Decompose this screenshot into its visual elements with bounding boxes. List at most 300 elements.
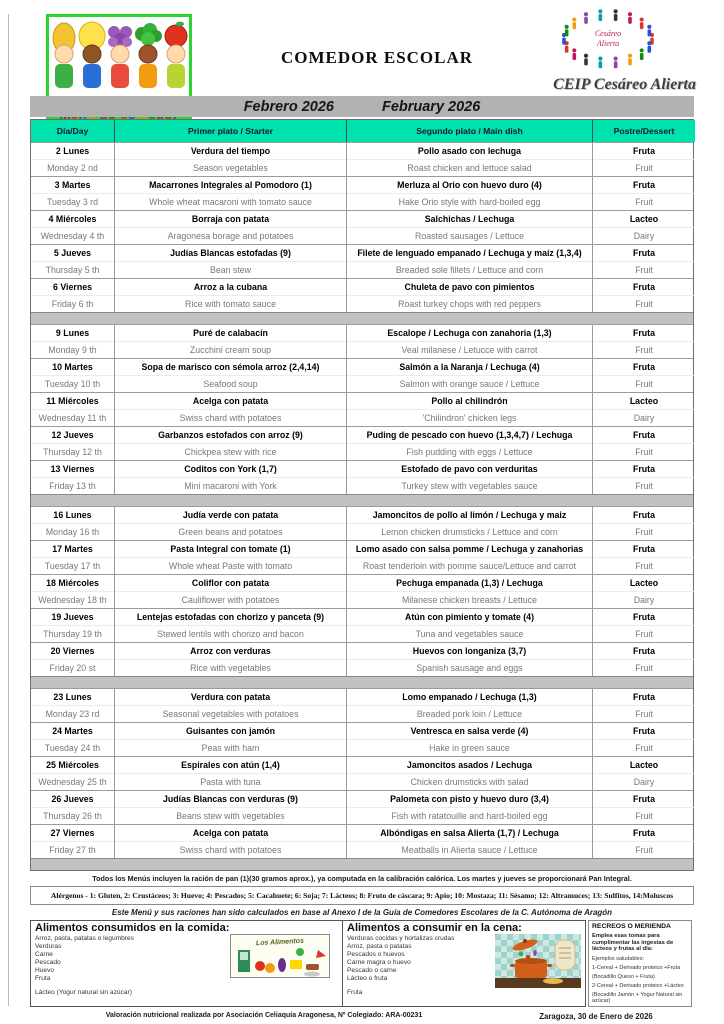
- logo-person-icon: [599, 61, 603, 68]
- table-row: [31, 176, 693, 210]
- dish-es: Fruta: [593, 245, 695, 262]
- dessert-cell: [592, 279, 695, 312]
- dish-es: Fruta: [593, 507, 695, 524]
- dish-en: Whole wheat macaroni with tomato sauce: [149, 197, 312, 207]
- dish-en: Swiss chard with potatoes: [179, 413, 282, 423]
- snack-line: (Bocadillo Queso + Fruta): [592, 973, 655, 980]
- dish-en: Fruit: [635, 561, 653, 571]
- column-header-3: Postre/Dessert: [592, 120, 695, 142]
- allergens-note: Alérgenos - 1: Gluten, 2: Crustáceos; 3: Huevo; 4: Pescados; 5: Cacahuete; 6: Soja; 7: Lácteos; 8: Fruto de cáscara; 9: Apio; 10: Mostaza; 11: Sésamo; 12: Altramuces; 13: Sulfitos, 14:Moluscos: [30, 886, 694, 905]
- dish-en: Salmon with orange sauce / Lettuce: [399, 379, 540, 389]
- list-item: Verduras: [35, 943, 62, 950]
- dish-en: Fruit: [635, 197, 653, 207]
- table-row: [31, 142, 693, 176]
- dish-en: Roast turkey chops with red peppers: [398, 299, 541, 309]
- dish-es: Verdura con patata: [115, 689, 346, 706]
- logo-person-icon: [584, 17, 588, 24]
- starter-cell: [114, 359, 346, 392]
- column-header-0: Día/Day: [31, 120, 114, 142]
- dish-es: Fruta: [593, 643, 695, 660]
- dish-es: 2 Lunes: [31, 143, 114, 160]
- dish-es: 16 Lunes: [31, 507, 114, 524]
- day-cell: [31, 177, 114, 210]
- dish-es: 25 Miércoles: [31, 757, 114, 774]
- table-row: [31, 278, 693, 312]
- snack-title: RECREOS O MERIENDA: [592, 923, 671, 930]
- dish-es: Fruta: [593, 461, 695, 478]
- dessert-cell: [592, 723, 695, 756]
- dish-en: Fruit: [635, 811, 653, 821]
- dish-en: Roast chicken and lettuce salad: [407, 163, 532, 173]
- dish-es: Macarrones Integrales al Pomodoro (1): [115, 177, 346, 194]
- dish-es: Fruta: [593, 723, 695, 740]
- table-row: [31, 460, 693, 494]
- dish-es: Guisantes con jamón: [115, 723, 346, 740]
- dessert-cell: [592, 461, 695, 494]
- dish-es: Chuleta de pavo con pimientos: [347, 279, 592, 296]
- main-dish-cell: [346, 279, 592, 312]
- table-row: [31, 210, 693, 244]
- dish-es: Lacteo: [593, 757, 695, 774]
- dish-en: Fruit: [635, 743, 653, 753]
- dish-es: 12 Jueves: [31, 427, 114, 444]
- dish-es: 23 Lunes: [31, 689, 114, 706]
- cooking-pot-icon: [495, 934, 581, 988]
- school-logo-icon: [552, 8, 664, 74]
- starter-cell: [114, 245, 346, 278]
- table-row: [31, 790, 693, 824]
- starter-cell: [114, 723, 346, 756]
- column-header-1: Primer plato / Starter: [114, 120, 346, 142]
- dish-es: 9 Lunes: [31, 325, 114, 342]
- main-dish-cell: [346, 359, 592, 392]
- dish-es: Fruta: [593, 541, 695, 558]
- dish-en: Tuesday 10 th: [44, 379, 101, 389]
- dish-en: Mini macaroni with York: [184, 481, 277, 491]
- dessert-cell: [592, 245, 695, 278]
- logo-person-icon: [565, 46, 569, 53]
- dish-en: Thursday 26 th: [43, 811, 102, 821]
- starter-cell: [114, 461, 346, 494]
- meals-box: [30, 920, 586, 1007]
- snack-lines: [592, 956, 688, 1004]
- dinner-pane: [343, 921, 585, 1006]
- week-separator: [31, 676, 693, 688]
- lunch-extra-item: Lácteo (Yogur natural sin azúcar): [35, 989, 132, 996]
- day-cell: [31, 245, 114, 278]
- dish-es: Estofado de pavo con verduritas: [347, 461, 592, 478]
- snack-line: Ejemplos saludables:: [592, 955, 644, 962]
- dish-en: Thursday 19 th: [43, 629, 102, 639]
- dessert-cell: [592, 177, 695, 210]
- logo-person-icon: [647, 25, 651, 29]
- dish-es: Pechuga empanada (1,3) / Lechuga: [347, 575, 592, 592]
- dish-en: Hake Orio style with hard-boiled egg: [398, 197, 541, 207]
- dish-en: Monday 2 nd: [47, 163, 98, 173]
- dish-es: 18 Miércoles: [31, 575, 114, 592]
- dish-en: Aragonesa borage and potatoes: [167, 231, 294, 241]
- dish-en: Whole wheat Paste with tomato: [168, 561, 293, 571]
- school-logo-text-2: Alierta: [596, 39, 620, 48]
- bread-note: Todos los Menús incluyen la ración de pan (1)(30 gramos aprox.), ya computada en la calibración calórica. Los martes y jueves se proporcionará Pan Integral.: [92, 874, 632, 883]
- menu-weeks: [31, 142, 693, 870]
- dish-en: Fruit: [635, 527, 653, 537]
- main-dish-cell: [346, 723, 592, 756]
- dessert-cell: [592, 791, 695, 824]
- snack-line: 1-Cereal + Derivado proteico +Fruta: [592, 964, 681, 971]
- dish-en: Fruit: [635, 447, 653, 457]
- day-cell: [31, 643, 114, 676]
- dish-en: Green beans and potatoes: [178, 527, 283, 537]
- list-item: Carne magra o huevo: [347, 959, 411, 966]
- dessert-cell: [592, 609, 695, 642]
- main-dish-cell: [346, 507, 592, 540]
- logo-person-icon: [640, 22, 644, 29]
- dish-es: 26 Jueves: [31, 791, 114, 808]
- dish-es: Fruta: [593, 177, 695, 194]
- dish-en: Tuesday 3 rd: [46, 197, 99, 207]
- content-area: [30, 96, 694, 1021]
- day-cell: [31, 689, 114, 722]
- starter-cell: [114, 791, 346, 824]
- starter-cell: [114, 825, 346, 858]
- school-logo-text-1: Cesáreo: [594, 29, 622, 38]
- list-item: Carne: [35, 951, 53, 958]
- dish-es: Judías Blancas estofadas (9): [115, 245, 346, 262]
- dish-en: Dairy: [633, 595, 655, 605]
- dinner-extra-item: Fruta: [347, 989, 363, 996]
- place-date: Zaragoza, 30 de Enero de 2026: [539, 1011, 653, 1021]
- dessert-cell: [592, 393, 695, 426]
- dish-es: Salchichas / Lechuga: [347, 211, 592, 228]
- dish-es: Fruta: [593, 143, 695, 160]
- lunch-title: Alimentos consumidos en la comida:: [35, 922, 230, 934]
- dish-en: Seafood soup: [203, 379, 258, 389]
- dish-es: Arroz con verduras: [115, 643, 346, 660]
- dish-es: 6 Viernes: [31, 279, 114, 296]
- logo-person-icon: [628, 54, 632, 58]
- dish-es: 4 Miércoles: [31, 211, 114, 228]
- week-separator: [31, 312, 693, 324]
- bottom-row: [30, 920, 694, 1007]
- dish-es: 10 Martes: [31, 359, 114, 376]
- starter-cell: [114, 643, 346, 676]
- dish-es: Lacteo: [593, 575, 695, 592]
- main-dish-cell: [346, 177, 592, 210]
- dish-en: Friday 6 th: [51, 299, 94, 309]
- logo-person-icon: [648, 46, 652, 53]
- list-item: Pescados o huevos: [347, 951, 405, 958]
- page-title: COMEDOR ESCOLAR: [280, 48, 474, 67]
- table-row: [31, 642, 693, 676]
- logo-person-icon: [598, 9, 602, 13]
- dish-es: Fruta: [593, 609, 695, 626]
- dish-es: Espirales con atún (1,4): [115, 757, 346, 774]
- school-name: CEIP Cesáreo Alierta: [553, 76, 696, 93]
- dish-es: Pasta Integral con tomate (1): [115, 541, 346, 558]
- dish-en: Bean stew: [209, 265, 252, 275]
- starter-cell: [114, 177, 346, 210]
- starter-cell: [114, 393, 346, 426]
- list-item: Lácteo o fruta: [347, 975, 388, 982]
- dish-en: Monday 9 th: [48, 345, 97, 355]
- dish-en: Turkey stew with vegetables sauce: [401, 481, 538, 491]
- dish-es: Palometa con pisto y huevo duro (3,4): [347, 791, 592, 808]
- dessert-cell: [592, 643, 695, 676]
- day-cell: [31, 143, 114, 176]
- dish-en: Dairy: [633, 777, 655, 787]
- foods-collage-label: Los Alimentos: [255, 937, 305, 948]
- dish-en: Peas with ham: [201, 743, 260, 753]
- dish-en: Chicken drumsticks with salad: [410, 777, 529, 787]
- dish-en: Tuesday 24 th: [44, 743, 101, 753]
- week-separator: [31, 494, 693, 506]
- starter-cell: [114, 507, 346, 540]
- logo-person-icon: [572, 48, 576, 52]
- dish-en: Veal milanese / Letucce with carrot: [401, 345, 538, 355]
- dish-en: Breaded pork loin / Lettuce: [416, 709, 523, 719]
- dish-es: Acelga con patata: [115, 825, 346, 842]
- dish-es: Garbanzos estofados con arroz (9): [115, 427, 346, 444]
- logo-person-icon: [614, 57, 618, 61]
- dish-es: Puding de pescado con huevo (1,3,4,7) / Lechuga: [347, 427, 592, 444]
- day-cell: [31, 507, 114, 540]
- dish-es: Borraja con patata: [115, 211, 346, 228]
- starter-cell: [114, 609, 346, 642]
- main-dish-cell: [346, 643, 592, 676]
- table-row: [31, 506, 693, 540]
- logo-person-icon: [614, 14, 618, 21]
- dish-en: Hake in green sauce: [429, 743, 510, 753]
- month-header: [30, 96, 694, 117]
- dish-es: 13 Viernes: [31, 461, 114, 478]
- dinner-title: Alimentos a consumir en la cena:: [347, 922, 522, 934]
- logo-person-icon: [598, 57, 602, 61]
- dish-en: Fruit: [635, 299, 653, 309]
- snack-intro: Emplea esas tomas para cumplimentar las ingestas de lácteos y frutas al día:: [592, 933, 674, 953]
- list-item: Pescado: [35, 959, 61, 966]
- starter-cell: [114, 427, 346, 460]
- dessert-cell: [592, 359, 695, 392]
- main-dish-cell: [346, 541, 592, 574]
- dish-en: Wednesday 4 th: [40, 231, 105, 241]
- logo-person-icon: [565, 29, 569, 36]
- dish-en: Pasta with tuna: [200, 777, 261, 787]
- dish-es: Pollo al chilindrón: [347, 393, 592, 410]
- dish-es: Coditos con York (1,7): [115, 461, 346, 478]
- day-cell: [31, 427, 114, 460]
- dish-es: Fruta: [593, 279, 695, 296]
- dish-en: Wednesday 18 th: [38, 595, 107, 605]
- day-cell: [31, 325, 114, 358]
- table-row: [31, 574, 693, 608]
- dish-en: Thursday 12 th: [43, 447, 102, 457]
- main-dish-cell: [346, 575, 592, 608]
- dish-es: Atún con pimiento y tomate (4): [347, 609, 592, 626]
- dish-en: Thursday 5 th: [45, 265, 100, 275]
- dish-en: Dairy: [633, 231, 655, 241]
- list-item: Huevo: [35, 967, 55, 974]
- dessert-cell: [592, 211, 695, 244]
- dish-en: Monday 23 rd: [45, 709, 100, 719]
- dish-en: Chickpea stew with rice: [184, 447, 277, 457]
- main-dish-cell: [346, 825, 592, 858]
- dessert-cell: [592, 325, 695, 358]
- dish-en: Roasted sausages / Lettuce: [414, 231, 525, 241]
- nutrition-note: Valoración nutricional realizada por Asociación Celiaquía Aragonesa, Nº Colegiado: ARA-00231: [105, 1011, 423, 1019]
- dish-en: Wednesday 25 th: [38, 777, 107, 787]
- dish-es: 27 Viernes: [31, 825, 114, 842]
- dish-en: Friday 20 st: [49, 663, 96, 673]
- main-dish-cell: [346, 143, 592, 176]
- starter-cell: [114, 143, 346, 176]
- dish-es: 19 Jueves: [31, 609, 114, 626]
- dish-en: Season vegetables: [193, 163, 268, 173]
- dish-en: Swiss chard with potatoes: [179, 845, 282, 855]
- dish-en: Beans stew with vegetables: [176, 811, 285, 821]
- lunch-pane: [31, 921, 343, 1006]
- dish-es: Merluza al Orio con huevo duro (4): [347, 177, 592, 194]
- table-header-row: [31, 120, 693, 142]
- day-cell: [31, 575, 114, 608]
- logo-person-icon: [628, 12, 632, 16]
- day-cell: [31, 825, 114, 858]
- dish-en: Friday 13 th: [49, 481, 96, 491]
- dessert-cell: [592, 757, 695, 790]
- starter-cell: [114, 325, 346, 358]
- day-cell: [31, 609, 114, 642]
- dish-en: Fruit: [635, 845, 653, 855]
- dish-en: Fruit: [635, 265, 653, 275]
- dish-es: Albóndigas en salsa Alierta (1,7) / Lechuga: [347, 825, 592, 842]
- list-item: Verduras cocidas y hortalizas crudas: [347, 935, 455, 942]
- dish-en: Milanese chicken breasts / Lettuce: [402, 595, 537, 605]
- table-row: [31, 244, 693, 278]
- dish-en: Fruit: [635, 629, 653, 639]
- dish-en: Zucchini cream soup: [189, 345, 272, 355]
- list-item: Arroz, pasta, patatas o legumbres: [35, 935, 134, 942]
- dessert-cell: [592, 575, 695, 608]
- dish-es: Lentejas estofadas con chorizo y panceta (9): [115, 609, 346, 626]
- logo-person-icon: [628, 17, 632, 24]
- menu-table: [30, 119, 694, 871]
- main-dish-cell: [346, 393, 592, 426]
- snack-line: (Bocadillo Jamón + Yogur Natural sin azúcar): [592, 991, 683, 1004]
- dish-es: 11 Miércoles: [31, 393, 114, 410]
- month-es: Febrero 2026: [243, 98, 334, 115]
- starter-cell: [114, 689, 346, 722]
- dish-en: Cauliflower with potatoes: [181, 595, 280, 605]
- day-cell: [31, 757, 114, 790]
- main-dish-cell: [346, 245, 592, 278]
- dessert-cell: [592, 825, 695, 858]
- dish-es: Fruta: [593, 359, 695, 376]
- dish-es: Verdura del tiempo: [115, 143, 346, 160]
- dish-es: Puré de calabacín: [115, 325, 346, 342]
- footer-line: [30, 1012, 694, 1021]
- dish-es: Sopa de marisco con sémola arroz (2,4,14): [115, 359, 346, 376]
- dish-en: Fish pudding with eggs / Lettuce: [406, 447, 533, 457]
- dish-en: Fruit: [635, 163, 653, 173]
- dish-es: Acelga con patata: [115, 393, 346, 410]
- day-cell: [31, 791, 114, 824]
- starter-cell: [114, 575, 346, 608]
- dish-en: Dairy: [633, 413, 655, 423]
- dish-es: Escalope / Lechuga con zanahoria (1,3): [347, 325, 592, 342]
- dish-es: Huevos con longaniza (3,7): [347, 643, 592, 660]
- dessert-cell: [592, 541, 695, 574]
- logo-person-icon: [647, 41, 651, 45]
- dish-en: Fruit: [635, 709, 653, 719]
- list-item: Fruta: [35, 975, 51, 982]
- list-item: Arroz, pasta o patatas: [347, 943, 412, 950]
- starter-cell: [114, 757, 346, 790]
- day-cell: [31, 359, 114, 392]
- table-row: [31, 324, 693, 358]
- day-cell: [31, 541, 114, 574]
- table-row: [31, 392, 693, 426]
- table-row: [31, 426, 693, 460]
- column-header-2: Segundo plato / Main dish: [346, 120, 592, 142]
- main-dish-cell: [346, 791, 592, 824]
- page-margin-line: [8, 14, 9, 1006]
- foods-collage-icon: [230, 934, 330, 978]
- logo-person-icon: [562, 38, 566, 45]
- dish-en: Tuna and vegetables sauce: [415, 629, 524, 639]
- dish-es: Judía verde con patata: [115, 507, 346, 524]
- dish-en: Fruit: [635, 345, 653, 355]
- dish-en: Fruit: [635, 379, 653, 389]
- dish-es: Fruta: [593, 825, 695, 842]
- dish-es: Jamoncitos asados / Lechuga: [347, 757, 592, 774]
- table-row: [31, 824, 693, 858]
- logo-person-icon: [648, 29, 652, 36]
- logo-person-icon: [565, 25, 569, 29]
- dish-es: Arroz a la cubana: [115, 279, 346, 296]
- week-separator: [31, 858, 693, 870]
- dish-en: 'Chilindron' chicken legs: [422, 413, 517, 423]
- dish-en: Friday 27 th: [49, 845, 96, 855]
- logo-person-icon: [572, 22, 576, 29]
- list-item: Pescado o carne: [347, 967, 397, 974]
- dish-es: Fruta: [593, 325, 695, 342]
- dish-es: Fruta: [593, 689, 695, 706]
- table-row: [31, 540, 693, 574]
- dish-en: Fruit: [635, 663, 653, 673]
- dish-en: Stewed lentils with chorizo and bacon: [157, 629, 304, 639]
- dish-en: Lemon chicken drumsticks / Lettuce and corn: [381, 527, 558, 537]
- dish-es: 20 Viernes: [31, 643, 114, 660]
- dish-en: Breaded sole fillets / Lettuce and corn: [395, 265, 544, 275]
- dish-en: Roast tenderloin with pomme sauce/Lettuce and carrot: [362, 561, 577, 571]
- dish-en: Rice with vegetables: [190, 663, 271, 673]
- dish-en: Fruit: [635, 481, 653, 491]
- main-dish-cell: [346, 427, 592, 460]
- dish-en: Wednesday 11 th: [38, 413, 107, 423]
- dish-es: Judías Blancas con verduras (9): [115, 791, 346, 808]
- table-row: [31, 722, 693, 756]
- logo-person-icon: [599, 14, 603, 21]
- dish-en: Seasonal vegetables with potatoes: [162, 709, 299, 719]
- table-row: [31, 688, 693, 722]
- day-cell: [31, 461, 114, 494]
- children-fruits-icon: [50, 18, 188, 104]
- main-dish-cell: [346, 609, 592, 642]
- dish-es: Salmón a la Naranja / Lechuga (4): [347, 359, 592, 376]
- day-cell: [31, 723, 114, 756]
- snack-box: [588, 920, 692, 1007]
- dish-es: Lacteo: [593, 393, 695, 410]
